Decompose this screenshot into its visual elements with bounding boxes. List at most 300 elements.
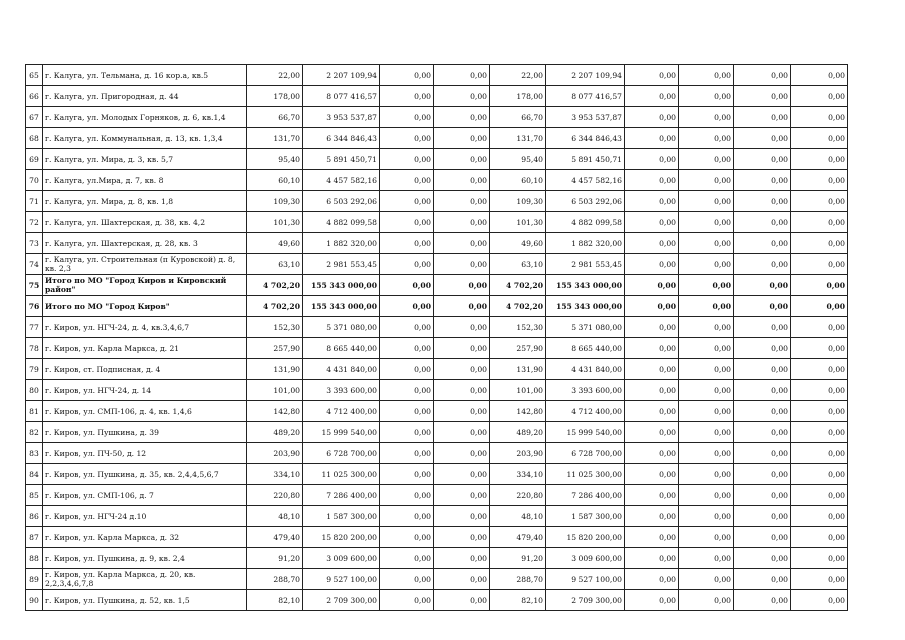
value-cell: 0,00 — [625, 485, 679, 506]
address-cell: г. Киров, ул. Карла Маркса, д. 21 — [43, 338, 247, 359]
row-number: 89 — [26, 569, 43, 590]
value-cell: 0,00 — [380, 485, 434, 506]
area-cell: 257,90 — [247, 338, 303, 359]
area-cell: 178,00 — [490, 86, 546, 107]
row-number: 69 — [26, 149, 43, 170]
cost-cell: 9 527 100,00 — [303, 569, 380, 590]
address-cell: г. Киров, ул. НГЧ-24, д. 14 — [43, 380, 247, 401]
cost-cell: 155 343 000,00 — [546, 296, 625, 317]
value-cell: 0,00 — [434, 170, 490, 191]
address-cell: г. Калуга, ул. Пригородная, д. 44 — [43, 86, 247, 107]
value-cell: 0,00 — [434, 212, 490, 233]
value-cell: 0,00 — [625, 296, 679, 317]
table-row — [26, 233, 848, 254]
row-number: 79 — [26, 359, 43, 380]
table-row — [26, 527, 848, 548]
address-cell: г. Киров, ул. Пушкина, д. 52, кв. 1,5 — [43, 590, 247, 611]
value-cell: 0,00 — [791, 359, 848, 380]
cost-cell: 3 393 600,00 — [303, 380, 380, 401]
cost-cell: 4 457 582,16 — [546, 170, 625, 191]
address-cell: г. Киров, ул. НГЧ-24 д.10 — [43, 506, 247, 527]
address-cell: г. Киров, ул. Карла Маркса, д. 32 — [43, 527, 247, 548]
row-number: 78 — [26, 338, 43, 359]
row-number: 68 — [26, 128, 43, 149]
value-cell: 0,00 — [734, 107, 791, 128]
value-cell: 0,00 — [380, 380, 434, 401]
address-cell: г. Калуга, ул. Молодых Горняков, д. 6, кв.1,4 — [43, 107, 247, 128]
row-number: 74 — [26, 254, 43, 275]
area-cell: 131,70 — [247, 128, 303, 149]
value-cell: 0,00 — [434, 338, 490, 359]
value-cell: 0,00 — [434, 191, 490, 212]
address-cell: г. Калуга, ул. Шахтерская, д. 28, кв. 3 — [43, 233, 247, 254]
value-cell: 0,00 — [791, 107, 848, 128]
area-cell: 48,10 — [247, 506, 303, 527]
value-cell: 0,00 — [791, 569, 848, 590]
cost-cell: 7 286 400,00 — [303, 485, 380, 506]
value-cell: 0,00 — [434, 86, 490, 107]
cost-cell: 6 728 700,00 — [303, 443, 380, 464]
table-row — [26, 485, 848, 506]
value-cell: 0,00 — [434, 233, 490, 254]
value-cell: 0,00 — [791, 317, 848, 338]
value-cell: 0,00 — [625, 338, 679, 359]
value-cell: 0,00 — [734, 149, 791, 170]
value-cell: 0,00 — [434, 149, 490, 170]
value-cell: 0,00 — [625, 65, 679, 86]
cost-cell: 3 009 600,00 — [546, 548, 625, 569]
cost-cell: 15 999 540,00 — [546, 422, 625, 443]
area-cell: 91,20 — [490, 548, 546, 569]
value-cell: 0,00 — [625, 86, 679, 107]
row-number: 70 — [26, 170, 43, 191]
value-cell: 0,00 — [734, 254, 791, 275]
value-cell: 0,00 — [734, 443, 791, 464]
value-cell: 0,00 — [791, 338, 848, 359]
value-cell: 0,00 — [791, 254, 848, 275]
value-cell: 0,00 — [791, 212, 848, 233]
area-cell: 4 702,20 — [247, 275, 303, 296]
value-cell: 0,00 — [380, 548, 434, 569]
value-cell: 0,00 — [380, 107, 434, 128]
area-cell: 109,30 — [490, 191, 546, 212]
table-row — [26, 212, 848, 233]
cost-cell: 1 882 320,00 — [546, 233, 625, 254]
value-cell: 0,00 — [679, 359, 734, 380]
value-cell: 0,00 — [380, 464, 434, 485]
cost-cell: 2 709 300,00 — [546, 590, 625, 611]
area-cell: 4 702,20 — [490, 296, 546, 317]
value-cell: 0,00 — [734, 548, 791, 569]
area-cell: 91,20 — [247, 548, 303, 569]
cost-cell: 5 371 080,00 — [546, 317, 625, 338]
value-cell: 0,00 — [625, 548, 679, 569]
cost-cell: 6 728 700,00 — [546, 443, 625, 464]
value-cell: 0,00 — [380, 590, 434, 611]
value-cell: 0,00 — [679, 590, 734, 611]
cost-cell: 155 343 000,00 — [303, 275, 380, 296]
address-cell: г. Киров, ул. ПЧ-50, д. 12 — [43, 443, 247, 464]
row-number: 73 — [26, 233, 43, 254]
value-cell: 0,00 — [679, 212, 734, 233]
area-cell: 109,30 — [247, 191, 303, 212]
row-number: 67 — [26, 107, 43, 128]
row-number: 90 — [26, 590, 43, 611]
area-cell: 203,90 — [247, 443, 303, 464]
value-cell: 0,00 — [679, 170, 734, 191]
cost-cell: 155 343 000,00 — [546, 275, 625, 296]
value-cell: 0,00 — [679, 191, 734, 212]
cost-cell: 2 709 300,00 — [303, 590, 380, 611]
row-number: 66 — [26, 86, 43, 107]
area-cell: 131,70 — [490, 128, 546, 149]
value-cell: 0,00 — [625, 149, 679, 170]
value-cell: 0,00 — [734, 359, 791, 380]
value-cell: 0,00 — [434, 527, 490, 548]
area-cell: 101,00 — [490, 380, 546, 401]
value-cell: 0,00 — [679, 422, 734, 443]
area-cell: 142,80 — [490, 401, 546, 422]
value-cell: 0,00 — [791, 296, 848, 317]
value-cell: 0,00 — [625, 107, 679, 128]
table-row — [26, 107, 848, 128]
cost-cell: 155 343 000,00 — [303, 296, 380, 317]
row-number: 72 — [26, 212, 43, 233]
area-cell: 4 702,20 — [247, 296, 303, 317]
value-cell: 0,00 — [434, 317, 490, 338]
address-cell: г. Калуга, ул. Коммунальная, д. 13, кв. 1,3,4 — [43, 128, 247, 149]
value-cell: 0,00 — [791, 128, 848, 149]
address-cell: г. Калуга, ул. Тельмана, д. 16 кор.а, кв.5 — [43, 65, 247, 86]
cost-cell: 3 393 600,00 — [546, 380, 625, 401]
cost-cell: 3 009 600,00 — [303, 548, 380, 569]
address-cell: г. Киров, ул. Пушкина, д. 39 — [43, 422, 247, 443]
row-number: 87 — [26, 527, 43, 548]
address-cell: г. Киров, ул. НГЧ-24, д. 4, кв.3,4,6,7 — [43, 317, 247, 338]
area-cell: 66,70 — [247, 107, 303, 128]
area-cell: 489,20 — [247, 422, 303, 443]
value-cell: 0,00 — [380, 65, 434, 86]
value-cell: 0,00 — [734, 527, 791, 548]
cost-cell: 2 981 553,45 — [546, 254, 625, 275]
cost-cell: 3 953 537,87 — [546, 107, 625, 128]
table-body — [26, 65, 848, 611]
value-cell: 0,00 — [434, 128, 490, 149]
value-cell: 0,00 — [791, 485, 848, 506]
table-row — [26, 296, 848, 317]
value-cell: 0,00 — [380, 170, 434, 191]
area-cell: 479,40 — [247, 527, 303, 548]
value-cell: 0,00 — [734, 233, 791, 254]
value-cell: 0,00 — [679, 380, 734, 401]
cost-cell: 4 431 840,00 — [303, 359, 380, 380]
value-cell: 0,00 — [625, 191, 679, 212]
cost-cell: 7 286 400,00 — [546, 485, 625, 506]
value-cell: 0,00 — [380, 254, 434, 275]
value-cell: 0,00 — [734, 380, 791, 401]
table-row — [26, 443, 848, 464]
cost-cell: 4 712 400,00 — [546, 401, 625, 422]
cost-cell: 15 999 540,00 — [303, 422, 380, 443]
value-cell: 0,00 — [625, 506, 679, 527]
value-cell: 0,00 — [625, 590, 679, 611]
cost-cell: 6 503 292,06 — [303, 191, 380, 212]
table-row — [26, 86, 848, 107]
address-cell: г. Киров, ст. Подписная, д. 4 — [43, 359, 247, 380]
value-cell: 0,00 — [625, 275, 679, 296]
row-number: 84 — [26, 464, 43, 485]
cost-cell: 5 891 450,71 — [303, 149, 380, 170]
cost-cell: 1 882 320,00 — [303, 233, 380, 254]
area-cell: 489,20 — [490, 422, 546, 443]
value-cell: 0,00 — [734, 338, 791, 359]
table-row — [26, 401, 848, 422]
cost-cell: 4 712 400,00 — [303, 401, 380, 422]
value-cell: 0,00 — [734, 569, 791, 590]
value-cell: 0,00 — [380, 128, 434, 149]
cost-cell: 8 665 440,00 — [546, 338, 625, 359]
value-cell: 0,00 — [791, 590, 848, 611]
table-row — [26, 359, 848, 380]
cost-cell: 6 344 846,43 — [303, 128, 380, 149]
value-cell: 0,00 — [380, 149, 434, 170]
cost-cell: 2 981 553,45 — [303, 254, 380, 275]
row-number: 80 — [26, 380, 43, 401]
value-cell: 0,00 — [434, 401, 490, 422]
value-cell: 0,00 — [380, 422, 434, 443]
row-number: 75 — [26, 275, 43, 296]
value-cell: 0,00 — [380, 401, 434, 422]
area-cell: 82,10 — [490, 590, 546, 611]
value-cell: 0,00 — [434, 107, 490, 128]
area-cell: 178,00 — [247, 86, 303, 107]
area-cell: 48,10 — [490, 506, 546, 527]
housing-table — [25, 64, 848, 611]
area-cell: 142,80 — [247, 401, 303, 422]
value-cell: 0,00 — [679, 464, 734, 485]
address-cell: г. Калуга, ул. Мира, д. 8, кв. 1,8 — [43, 191, 247, 212]
row-number: 83 — [26, 443, 43, 464]
value-cell: 0,00 — [791, 506, 848, 527]
value-cell: 0,00 — [625, 170, 679, 191]
value-cell: 0,00 — [625, 128, 679, 149]
area-cell: 334,10 — [247, 464, 303, 485]
value-cell: 0,00 — [791, 170, 848, 191]
address-cell: г. Киров, ул. Пушкина, д. 9, кв. 2,4 — [43, 548, 247, 569]
value-cell: 0,00 — [679, 107, 734, 128]
value-cell: 0,00 — [734, 128, 791, 149]
value-cell: 0,00 — [679, 485, 734, 506]
area-cell: 95,40 — [247, 149, 303, 170]
area-cell: 220,80 — [247, 485, 303, 506]
value-cell: 0,00 — [734, 86, 791, 107]
value-cell: 0,00 — [734, 191, 791, 212]
value-cell: 0,00 — [791, 149, 848, 170]
value-cell: 0,00 — [625, 380, 679, 401]
cost-cell: 8 665 440,00 — [303, 338, 380, 359]
value-cell: 0,00 — [434, 65, 490, 86]
table-row — [26, 380, 848, 401]
area-cell: 257,90 — [490, 338, 546, 359]
value-cell: 0,00 — [434, 359, 490, 380]
address-cell: Итого по МО "Город Киров и Кировский район" — [43, 275, 247, 296]
value-cell: 0,00 — [380, 317, 434, 338]
table-row — [26, 506, 848, 527]
address-cell: г. Калуга, ул. Мира, д. 3, кв. 5,7 — [43, 149, 247, 170]
value-cell: 0,00 — [434, 254, 490, 275]
area-cell: 60,10 — [247, 170, 303, 191]
row-number: 88 — [26, 548, 43, 569]
value-cell: 0,00 — [380, 233, 434, 254]
area-cell: 334,10 — [490, 464, 546, 485]
value-cell: 0,00 — [380, 506, 434, 527]
value-cell: 0,00 — [625, 317, 679, 338]
value-cell: 0,00 — [434, 548, 490, 569]
cost-cell: 11 025 300,00 — [546, 464, 625, 485]
value-cell: 0,00 — [791, 422, 848, 443]
area-cell: 63,10 — [247, 254, 303, 275]
table-row — [26, 569, 848, 590]
value-cell: 0,00 — [791, 65, 848, 86]
value-cell: 0,00 — [380, 86, 434, 107]
cost-cell: 4 431 840,00 — [546, 359, 625, 380]
address-cell: г. Киров, ул. СМП-106, д. 4, кв. 1,4,6 — [43, 401, 247, 422]
address-cell: г. Калуга, ул. Строительная (п Куровской) д. 8, кв. 2,3 — [43, 254, 247, 275]
area-cell: 95,40 — [490, 149, 546, 170]
table-row — [26, 170, 848, 191]
address-cell: г. Калуга, ул.Мира, д. 7, кв. 8 — [43, 170, 247, 191]
cost-cell: 2 207 109,94 — [303, 65, 380, 86]
value-cell: 0,00 — [434, 569, 490, 590]
area-cell: 66,70 — [490, 107, 546, 128]
area-cell: 49,60 — [490, 233, 546, 254]
value-cell: 0,00 — [791, 86, 848, 107]
area-cell: 4 702,20 — [490, 275, 546, 296]
value-cell: 0,00 — [625, 254, 679, 275]
address-cell: г. Киров, ул. Карла Маркса, д. 20, кв. 2,2,3,4,6,7,8 — [43, 569, 247, 590]
cost-cell: 2 207 109,94 — [546, 65, 625, 86]
cost-cell: 15 820 200,00 — [546, 527, 625, 548]
value-cell: 0,00 — [434, 422, 490, 443]
table-row — [26, 149, 848, 170]
area-cell: 152,30 — [247, 317, 303, 338]
value-cell: 0,00 — [791, 401, 848, 422]
value-cell: 0,00 — [791, 380, 848, 401]
cost-cell: 5 371 080,00 — [303, 317, 380, 338]
value-cell: 0,00 — [380, 569, 434, 590]
value-cell: 0,00 — [625, 233, 679, 254]
value-cell: 0,00 — [791, 527, 848, 548]
row-number: 82 — [26, 422, 43, 443]
cost-cell: 4 457 582,16 — [303, 170, 380, 191]
cost-cell: 11 025 300,00 — [303, 464, 380, 485]
value-cell: 0,00 — [679, 527, 734, 548]
value-cell: 0,00 — [380, 338, 434, 359]
value-cell: 0,00 — [679, 233, 734, 254]
cost-cell: 6 344 846,43 — [546, 128, 625, 149]
area-cell: 49,60 — [247, 233, 303, 254]
value-cell: 0,00 — [734, 170, 791, 191]
value-cell: 0,00 — [434, 275, 490, 296]
value-cell: 0,00 — [679, 275, 734, 296]
row-number: 77 — [26, 317, 43, 338]
value-cell: 0,00 — [791, 191, 848, 212]
value-cell: 0,00 — [380, 275, 434, 296]
value-cell: 0,00 — [434, 296, 490, 317]
value-cell: 0,00 — [734, 275, 791, 296]
table-row — [26, 422, 848, 443]
value-cell: 0,00 — [679, 401, 734, 422]
value-cell: 0,00 — [734, 590, 791, 611]
value-cell: 0,00 — [679, 296, 734, 317]
value-cell: 0,00 — [734, 65, 791, 86]
table-row — [26, 275, 848, 296]
value-cell: 0,00 — [679, 443, 734, 464]
cost-cell: 8 077 416,57 — [546, 86, 625, 107]
row-number: 81 — [26, 401, 43, 422]
table-row — [26, 590, 848, 611]
value-cell: 0,00 — [791, 275, 848, 296]
value-cell: 0,00 — [434, 443, 490, 464]
table-row — [26, 464, 848, 485]
table-row — [26, 317, 848, 338]
value-cell: 0,00 — [434, 506, 490, 527]
cost-cell: 1 587 300,00 — [546, 506, 625, 527]
area-cell: 101,30 — [247, 212, 303, 233]
value-cell: 0,00 — [679, 65, 734, 86]
value-cell: 0,00 — [625, 422, 679, 443]
area-cell: 131,90 — [490, 359, 546, 380]
cost-cell: 9 527 100,00 — [546, 569, 625, 590]
row-number: 86 — [26, 506, 43, 527]
cost-cell: 4 882 099,58 — [546, 212, 625, 233]
value-cell: 0,00 — [679, 338, 734, 359]
value-cell: 0,00 — [679, 149, 734, 170]
address-cell: Итого по МО "Город Киров" — [43, 296, 247, 317]
address-cell: г. Киров, ул. Пушкина, д. 35, кв. 2,4,4,5,6,7 — [43, 464, 247, 485]
value-cell: 0,00 — [734, 485, 791, 506]
value-cell: 0,00 — [791, 548, 848, 569]
table-row — [26, 254, 848, 275]
area-cell: 22,00 — [247, 65, 303, 86]
area-cell: 63,10 — [490, 254, 546, 275]
table-row — [26, 65, 848, 86]
value-cell: 0,00 — [679, 569, 734, 590]
cost-cell: 5 891 450,71 — [546, 149, 625, 170]
value-cell: 0,00 — [380, 191, 434, 212]
value-cell: 0,00 — [734, 422, 791, 443]
cost-cell: 8 077 416,57 — [303, 86, 380, 107]
value-cell: 0,00 — [734, 317, 791, 338]
value-cell: 0,00 — [625, 443, 679, 464]
value-cell: 0,00 — [734, 212, 791, 233]
value-cell: 0,00 — [679, 254, 734, 275]
area-cell: 101,30 — [490, 212, 546, 233]
area-cell: 101,00 — [247, 380, 303, 401]
value-cell: 0,00 — [434, 380, 490, 401]
value-cell: 0,00 — [625, 359, 679, 380]
cost-cell: 15 820 200,00 — [303, 527, 380, 548]
table-row — [26, 128, 848, 149]
cost-cell: 3 953 537,87 — [303, 107, 380, 128]
table-row — [26, 338, 848, 359]
value-cell: 0,00 — [625, 212, 679, 233]
value-cell: 0,00 — [380, 527, 434, 548]
value-cell: 0,00 — [625, 569, 679, 590]
row-number: 76 — [26, 296, 43, 317]
value-cell: 0,00 — [734, 464, 791, 485]
value-cell: 0,00 — [434, 590, 490, 611]
